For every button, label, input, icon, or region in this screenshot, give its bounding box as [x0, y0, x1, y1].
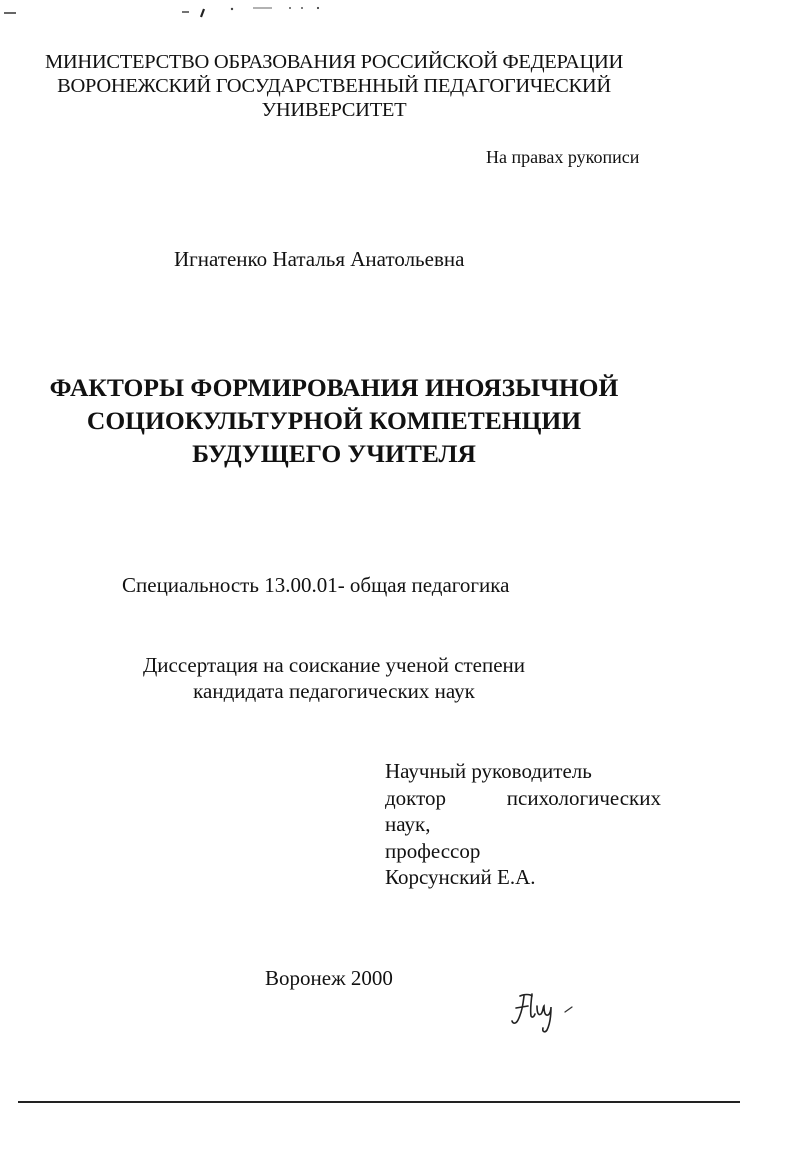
ministry-header [0, 50, 668, 122]
title-line: СОЦИОКУЛЬТУРНОЙ КОМПЕТЕНЦИИ [86, 406, 582, 435]
dissertation-title [0, 371, 668, 470]
degree-line: кандидата педагогических наук [193, 679, 475, 703]
city-year: Воронеж 2000 [265, 966, 393, 990]
supervisor-name: Корсунский Е.А. [385, 865, 536, 889]
handwritten-signature [510, 990, 590, 1040]
scan-marks [0, 0, 796, 30]
author-name: Игнатенко Наталья Анатольевна [174, 247, 465, 271]
supervisor-degree-end: наук, [385, 812, 431, 836]
title-line: БУДУЩЕГО УЧИТЕЛЯ [192, 439, 476, 468]
supervisor-degree-word: психологических [506, 785, 661, 810]
supervisor-degree [385, 785, 661, 812]
manuscript-rights-note: На правах рукописи [486, 147, 640, 167]
supervisor-role: Научный руководитель [385, 759, 592, 783]
degree-statement [0, 652, 668, 704]
supervisor-degree-word: доктор [385, 785, 447, 810]
ministry-line: МИНИСТЕРСТВО ОБРАЗОВАНИЯ РОССИЙСКОЙ ФЕДЕРАЦИИ [44, 51, 624, 73]
bottom-rule [18, 1101, 740, 1103]
university-line: ВОРОНЕЖСКИЙ ГОСУДАРСТВЕННЫЙ ПЕДАГОГИЧЕСКИЙ [57, 75, 611, 97]
specialty-line: Специальность 13.00.01- общая педагогика [122, 573, 510, 597]
title-line: ФАКТОРЫ ФОРМИРОВАНИЯ ИНОЯЗЫЧНОЙ [49, 373, 619, 402]
supervisor-title: профессор [385, 838, 481, 863]
university-line-end: УНИВЕРСИТЕТ [261, 99, 407, 121]
degree-line: Диссертация на соискание ученой степени [142, 653, 526, 677]
supervisor-block [385, 758, 661, 891]
